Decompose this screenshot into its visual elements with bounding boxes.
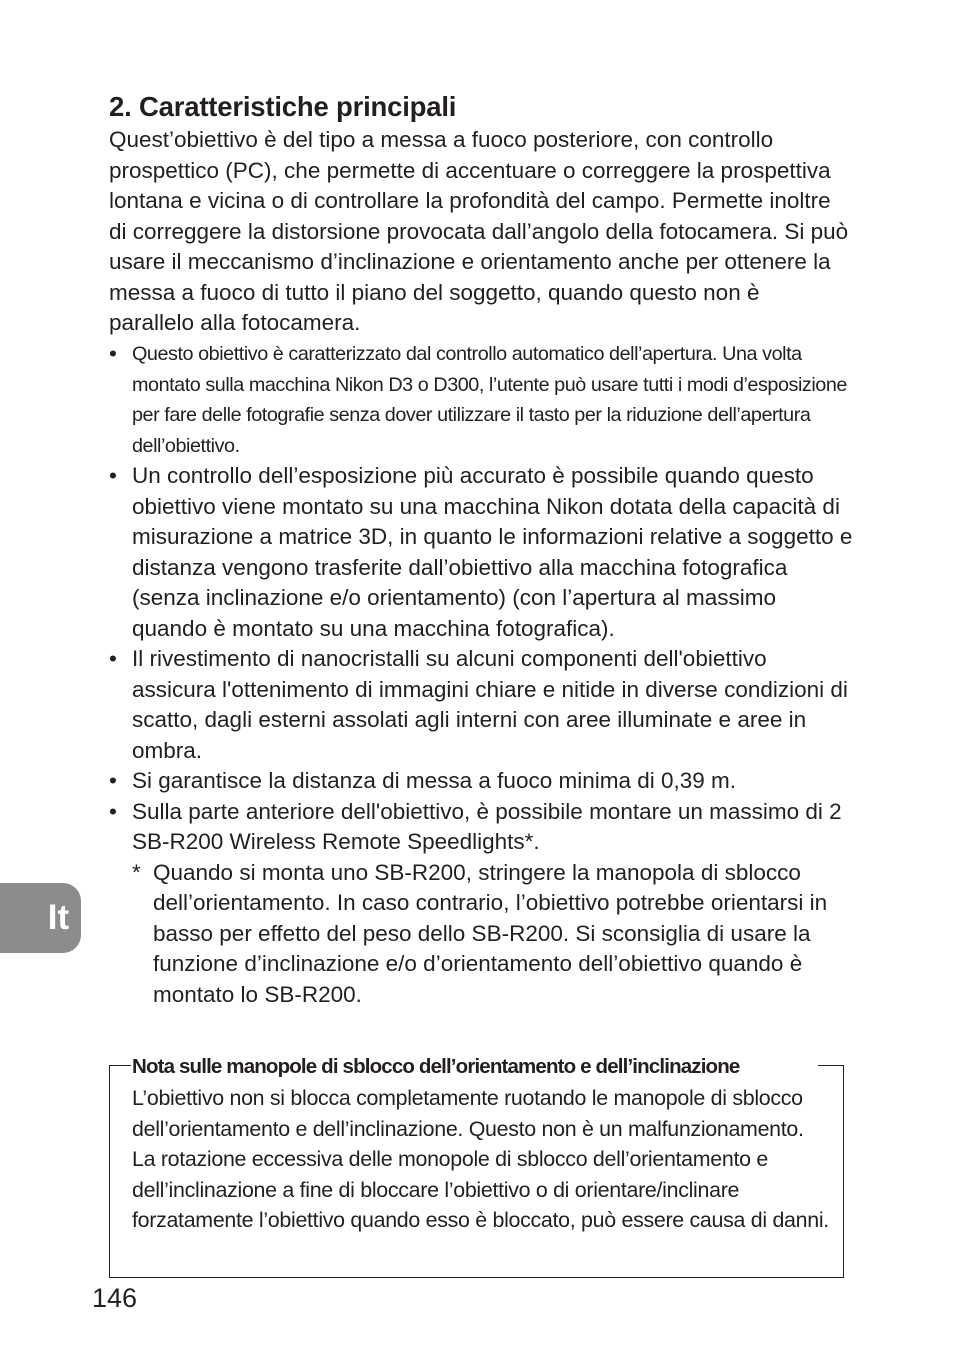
bullet-icon: • [109, 341, 117, 366]
bullet-icon: • [109, 463, 117, 488]
bullet-icon: • [109, 646, 117, 671]
language-tab [0, 883, 81, 953]
list-item-text: Questo obiettivo è caratterizzato dal controllo automatico dell’apertura. Una volta montato sulla macchina Nikon D3 o D300, l’utente può usare tutti i modi d’esposizione per fare delle fotografie senza dover utilizzare il tasto per la riduzione dell’apertura dell’obiettivo. [132, 343, 847, 457]
page-number: 146 [92, 1283, 138, 1313]
list-item-text: Sulla parte anteriore dell'obiettivo, è possibile montare un massimo di 2 SB-R200 Wireless Remote Speedlights*. [132, 798, 842, 854]
list-item [109, 644, 854, 766]
note-body: L’obiettivo non si blocca completamente ruotando le manopole di sblocco dell’orientamento e dell’inclinazione. Questo non è un malfunzionamento. La rotazione eccessiva delle monopole di sblocco dell’orientamento e dell’inclinazione a fine di bloccare l’obiettivo o di orientare/inclinare forzatamente l’obiettivo quando esso è bloccato, può essere causa di danni. [132, 1086, 829, 1232]
list-item [109, 461, 854, 644]
note-box-border [109, 1065, 131, 1066]
bullet-icon: • [109, 798, 117, 824]
section-title: 2. Caratteristiche principali [109, 91, 457, 122]
list-item-text: Il rivestimento di nanocristalli su alcuni componenti dell'obiettivo assicura l'ottenimento di immagini chiare e nitide in diverse condizioni di scatto, dagli esterni assolati agli interni con aree illuminate e aree in ombra. [132, 646, 848, 763]
note-box-border [818, 1065, 843, 1066]
feature-list [109, 339, 854, 1010]
footnote-text: Quando si monta uno SB-R200, stringere la manopola di sblocco dell’orientamento. In caso contrario, l’obiettivo potrebbe orientarsi in basso per effetto del peso dello SB-R200. Si sconsiglia di usare la funzione d’inclinazione e/o d’orientamento dell’obiettivo quando è montato lo SB-R200. [153, 859, 828, 1007]
asterisk-mark: * [132, 859, 141, 885]
list-item [109, 339, 854, 461]
list-item [109, 766, 854, 797]
language-tab-label: It [47, 898, 70, 937]
list-item-text: Si garantisce la distanza di messa a fuoco minima di 0,39 m. [132, 768, 737, 793]
intro-paragraph: Quest’obiettivo è del tipo a messa a fuoco posteriore, con controllo prospettico (PC), che permette di accentuare o correggere la prospettiva lontana e vicina o di controllare la profondità del campo. Permette inoltre di correggere la distorsione provocata dall’angolo della fotocamera. Si può usare il meccanismo d’inclinazione e orientamento anche per ottenere la messa a fuoco di tutto il piano del soggetto, quando questo non è parallelo alla fotocamera. [109, 127, 849, 335]
bullet-icon: • [109, 768, 117, 793]
footnote [132, 858, 854, 1011]
list-item-text: Un controllo dell’esposizione più accurato è possibile quando questo obiettivo viene montato su una macchina Nikon dotata della capacità di misurazione a matrice 3D, in quanto le informazioni relative a soggetto e distanza vengono trasferite dall’obiettivo alla macchina fotografica (senza inclinazione e/o orientamento) (con l’apertura al massimo quando è montato su una macchina fotografica). [132, 463, 853, 641]
list-item [109, 797, 854, 1011]
note-title: Nota sulle manopole di sblocco dell’orientamento e dell’inclinazione [132, 1053, 739, 1081]
